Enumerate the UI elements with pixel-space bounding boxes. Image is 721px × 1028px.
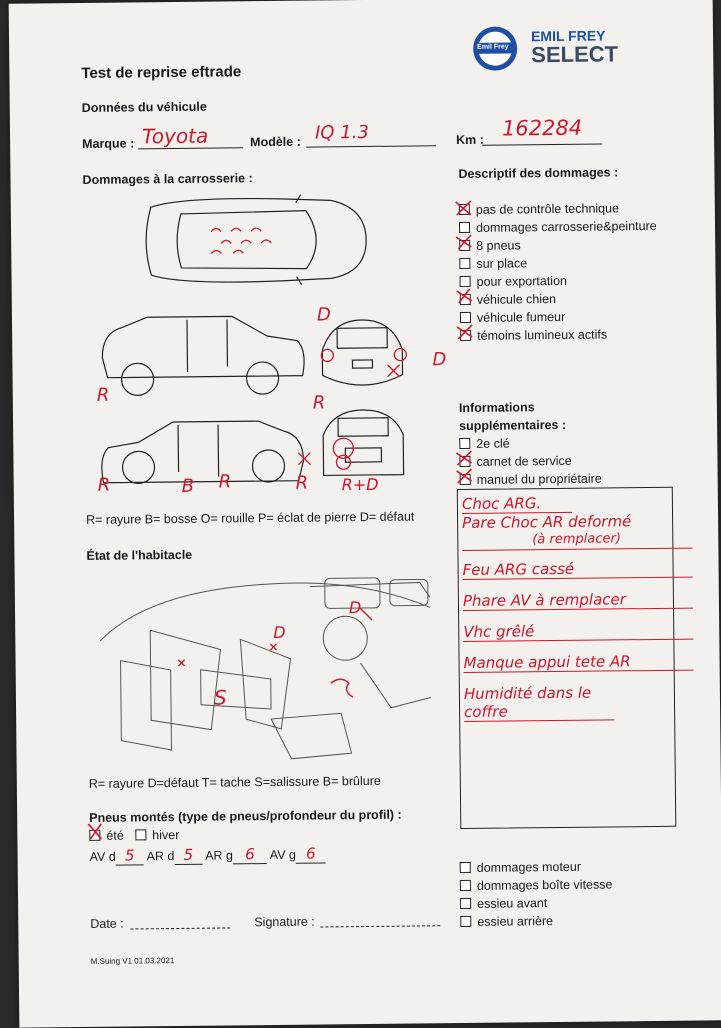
logo-circle-text: Emil Frey (477, 43, 509, 50)
checkbox-boite-vitesse[interactable] (460, 875, 613, 895)
checkbox-icon[interactable] (135, 829, 146, 840)
brand-top: EMIL FREY (531, 27, 606, 44)
date-field[interactable] (130, 927, 230, 929)
mark-r-side2: R (98, 475, 111, 496)
avg-field[interactable] (296, 844, 326, 863)
label: carnet de service (476, 454, 571, 469)
date-label: Date : (90, 917, 124, 931)
km-field[interactable] (482, 144, 602, 146)
note-line: Pare Choc AR deformé (462, 512, 692, 532)
mark-r-front: R (313, 392, 326, 413)
label: dommages carrosserie&peinture (476, 219, 657, 235)
bodywork-legend: R= rayure B= bosse O= rouille P= éclat de pierre D= défaut (86, 509, 414, 526)
checkbox-essieu-arriere[interactable] (460, 911, 613, 931)
signature-label: Signature : (254, 915, 315, 930)
mark-d-front: D (317, 304, 331, 325)
checkbox-icon[interactable] (460, 916, 471, 927)
damage-desc-heading: Descriptif des dommages : (458, 165, 618, 181)
ard-label: AR d (146, 849, 174, 863)
checkbox-icon[interactable] (460, 898, 471, 909)
mark-r-side2b: R (219, 471, 232, 492)
mark-d-interior2: D (349, 598, 362, 617)
marque-value: Toyota (142, 124, 208, 149)
bodywork-heading: Dommages à la carrosserie : (82, 171, 252, 187)
ard-field[interactable] (174, 846, 202, 865)
checkbox-vehicule-fumeur[interactable] (460, 307, 660, 327)
km-value: 162284 (502, 116, 582, 141)
modele-value: IQ 1.3 (315, 122, 369, 144)
label: essieu arrière (477, 914, 553, 929)
interior-legend: R= rayure D=défaut T= tache S=salissure B= brûlure (89, 774, 381, 791)
label: 8 pneus (476, 238, 521, 252)
footer-version: M.Suing V1 01.03.2021 (91, 956, 175, 966)
note-line: Feu ARG cassé (463, 559, 693, 580)
brand-bottom: SELECT (531, 41, 618, 68)
checkbox-dommages-moteur[interactable] (460, 857, 613, 877)
arg-value: 6 (245, 845, 255, 863)
checkbox-8-pneus[interactable] (459, 235, 659, 255)
ard-value: 5 (183, 846, 193, 864)
label: témoins lumineux actifs (477, 327, 607, 342)
note-line: coffre (464, 701, 614, 722)
avd-value: 5 (125, 846, 135, 864)
label: véhicule chien (477, 292, 556, 307)
label: essieu avant (477, 896, 547, 911)
car-diagrams (81, 189, 424, 493)
tyre-depth-row (89, 844, 326, 865)
checkbox-hiver[interactable] (135, 828, 179, 842)
avg-value: 6 (306, 845, 316, 863)
label: 2e clé (476, 436, 510, 450)
label: véhicule fumeur (477, 310, 565, 325)
form-sheet (9, 0, 721, 1028)
mark-rd-rear: R+D (342, 475, 379, 494)
signature-field[interactable] (320, 925, 440, 927)
checkbox-dommages-carrosserie[interactable] (459, 217, 659, 237)
modele-label: Modèle : (250, 135, 301, 150)
page-title: Test de reprise eftrade (81, 63, 241, 82)
interior-heading: État de l'habitacle (86, 548, 192, 563)
checkbox-pas-de-controle[interactable] (459, 199, 659, 219)
avd-label: AV d (90, 850, 116, 864)
checkbox-icon[interactable] (460, 880, 471, 891)
avd-field[interactable] (116, 846, 144, 865)
arg-field[interactable] (233, 845, 267, 864)
mark-b-side2: B (182, 476, 195, 497)
label: été (106, 829, 124, 843)
mark-r-side1: R (97, 385, 110, 406)
label: dommages boîte vitesse (477, 877, 613, 892)
checkbox-vehicule-chien[interactable] (460, 289, 660, 309)
note-line: Manque appui tete AR (463, 652, 693, 673)
extra-info-heading: Informations supplémentaires : (459, 398, 589, 435)
label: pas de contrôle technique (476, 201, 619, 216)
checkbox-icon[interactable] (459, 438, 470, 449)
note-line: Choc ARG. (462, 494, 572, 514)
note-line: Phare AV à remplacer (463, 590, 693, 611)
checkbox-sur-place[interactable] (459, 253, 659, 273)
label: pour exportation (477, 274, 567, 289)
notes-content (462, 493, 694, 722)
note-line: (à remplacer) (462, 530, 692, 551)
vehicle-heading: Données du véhicule (82, 100, 207, 115)
label: hiver (152, 828, 179, 842)
check-mark-ete (85, 821, 107, 843)
checkbox-essieu-avant[interactable] (460, 893, 613, 913)
label: sur place (476, 256, 527, 271)
emil-frey-logo (471, 23, 622, 75)
mark-r-side2c: R (296, 473, 309, 494)
other-damage-list (460, 857, 613, 931)
marque-label: Marque : (82, 136, 134, 151)
label: dommages moteur (477, 860, 581, 875)
tyres-heading: Pneus montés (type de pneus/profondeur du profil) : (89, 808, 402, 825)
modele-field[interactable] (306, 145, 436, 147)
avg-label: AV g (270, 848, 296, 862)
mark-d-front2: D (432, 349, 446, 370)
checkbox-pour-exportation[interactable] (460, 271, 660, 291)
mark-s-interior: S (214, 685, 227, 709)
arg-label: AR g (205, 848, 233, 862)
label: manuel du propriétaire (477, 472, 602, 487)
check-marks-desc (453, 199, 484, 339)
interior-diagram (90, 567, 437, 771)
damage-desc-list (459, 199, 660, 345)
note-line: Humidité dans le (464, 683, 694, 703)
note-line: Vhc grêlé (463, 621, 693, 642)
km-label: Km : (456, 133, 484, 147)
checkbox-icon[interactable] (460, 862, 471, 873)
mark-d-interior1: D (273, 623, 286, 642)
checkbox-temoins-lumineux[interactable] (460, 325, 660, 345)
